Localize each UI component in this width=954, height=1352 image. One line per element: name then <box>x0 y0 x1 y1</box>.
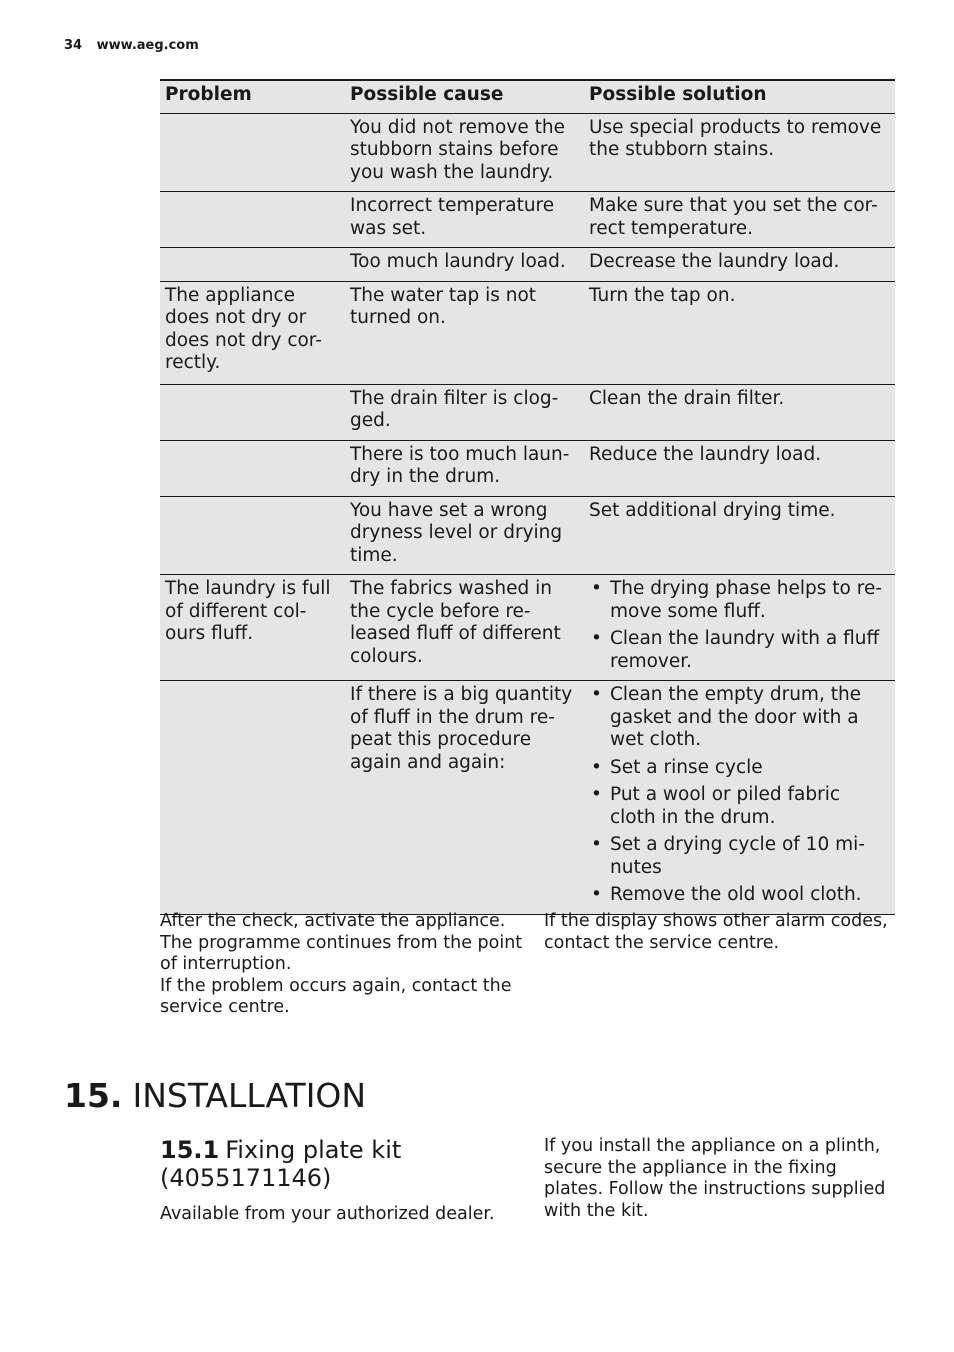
header-cause: Possible cause <box>345 80 584 113</box>
note-right <box>544 911 894 954</box>
table-row <box>160 496 895 575</box>
table-header-row <box>160 80 895 113</box>
solution-cell: Reduce the laundry load. <box>584 440 895 496</box>
page-number: 34 <box>64 38 83 53</box>
problem-cell <box>160 496 345 575</box>
problem-cell <box>160 248 345 282</box>
table-row <box>160 681 895 915</box>
section-title <box>64 1076 366 1115</box>
solution-cell: Decrease the laundry load. <box>584 248 895 282</box>
cause-cell: Too much laundry load. <box>345 248 584 282</box>
solution-cell: Set additional drying time. <box>584 496 895 575</box>
page-header <box>64 38 199 53</box>
problem-cell <box>160 192 345 248</box>
problem-cell: The appliance does not dry or does not dry cor-rectly. <box>160 281 345 384</box>
problem-cell <box>160 440 345 496</box>
list-item: • Set a rinse cycle <box>589 757 889 780</box>
solution-cell <box>584 681 895 915</box>
table-row <box>160 440 895 496</box>
header-problem: Problem <box>160 80 345 113</box>
header-solution: Possible solution <box>584 80 895 113</box>
cause-cell: The fabrics washed in the cycle before re-leased fluff of different colours. <box>345 575 584 681</box>
section-number: 15. <box>64 1076 123 1115</box>
cause-cell: You did not remove the stubborn stains before you wash the laundry. <box>345 113 584 192</box>
website-link[interactable]: www.aeg.com <box>96 38 199 53</box>
problem-cell <box>160 113 345 192</box>
list-item: • The drying phase helps to re-move some fluff. <box>589 578 889 623</box>
note-right-paragraph: If the display shows other alarm codes, contact the service centre. <box>544 911 888 953</box>
problem-cell: The laundry is full of different col-ours fluff. <box>160 575 345 681</box>
solution-list <box>589 578 889 673</box>
cause-cell: The water tap is not turned on. <box>345 281 584 384</box>
cause-cell: Incorrect temperature was set. <box>345 192 584 248</box>
solution-cell: Turn the tap on. <box>584 281 895 384</box>
note-left-paragraph: If the problem occurs again, contact the service centre. <box>160 975 512 1017</box>
solution-cell: Clean the drain filter. <box>584 384 895 440</box>
troubleshooting-table <box>160 79 895 915</box>
solution-cell: Use special products to remove the stubborn stains. <box>584 113 895 192</box>
availability-text: Available from your authorized dealer. <box>160 1204 495 1224</box>
note-left <box>160 911 530 1019</box>
subsection-title-text: Fixing plate kit (4055171146) <box>160 1136 402 1192</box>
list-item: • Clean the empty drum, the gasket and the door with a wet cloth. <box>589 684 889 752</box>
list-item: • Put a wool or piled fabric cloth in the drum. <box>589 784 889 829</box>
subsection-title <box>160 1136 520 1192</box>
list-item: • Clean the laundry with a fluff remover. <box>589 628 889 673</box>
solution-list <box>589 684 889 907</box>
cause-cell: You have set a wrong dryness level or drying time. <box>345 496 584 575</box>
problem-cell <box>160 384 345 440</box>
table-row <box>160 113 895 192</box>
list-item: • Remove the old wool cloth. <box>589 884 889 907</box>
section-title-text: INSTALLATION <box>132 1076 367 1115</box>
table-row <box>160 281 895 384</box>
table-row <box>160 192 895 248</box>
note-left-paragraph: After the check, activate the appliance. The programme continues from the point of interruption. <box>160 911 523 974</box>
table-row <box>160 384 895 440</box>
solution-cell <box>584 575 895 681</box>
solution-cell: Make sure that you set the cor-rect temperature. <box>584 192 895 248</box>
problem-cell <box>160 681 345 915</box>
table-row <box>160 248 895 282</box>
subsection-number: 15.1 <box>160 1136 220 1164</box>
table-row <box>160 575 895 681</box>
cause-cell: The drain filter is clog-ged. <box>345 384 584 440</box>
cause-cell: There is too much laun-dry in the drum. <box>345 440 584 496</box>
cause-cell: If there is a big quantity of fluff in the drum re-peat this procedure again and again: <box>345 681 584 915</box>
list-item: • Set a drying cycle of 10 mi-nutes <box>589 834 889 879</box>
plinth-instructions: If you install the appliance on a plinth, secure the appliance in the fixing plates. Follow the instructions supplied with the kit. <box>544 1136 886 1221</box>
